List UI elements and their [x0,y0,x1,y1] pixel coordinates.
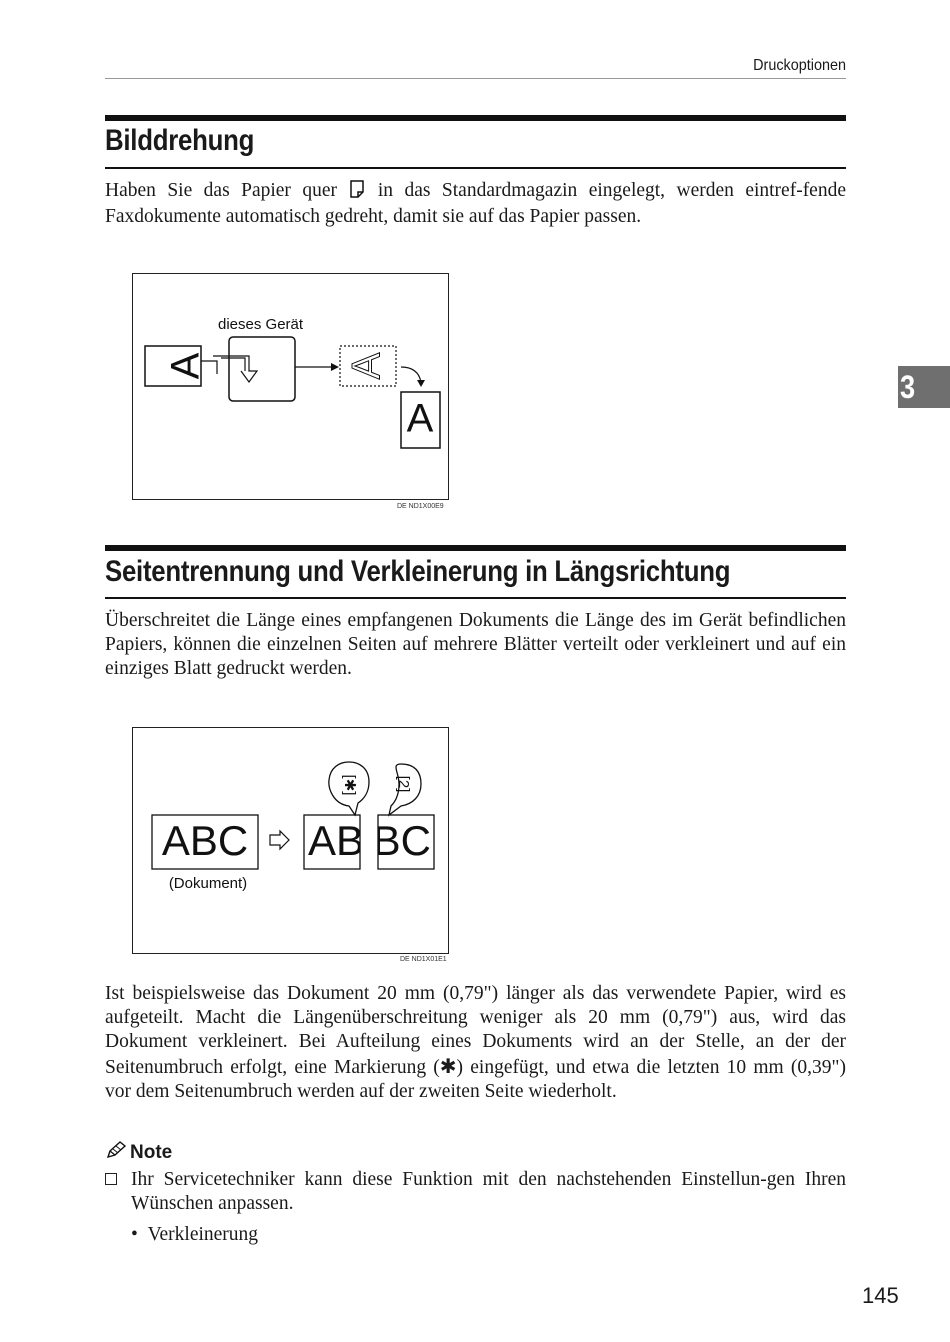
figure1-code: DE ND1X00E9 [397,503,444,510]
checkbox-icon [105,1173,117,1185]
note-item-text: Ihr Servicetechniker kann diese Funktion mit den nachstehenden Einstellun-gen Ihren Wünschen anpassen. [131,1169,846,1214]
mark-1-text: [✱] [341,774,359,796]
outline-arrow-icon [270,831,289,849]
rotation-diagram [133,274,448,499]
section2-body [105,982,846,1104]
section1-text-b: in das Standardmagazin eingelegt, werden eintref-fende Faxdokumente automatisch gedreht, damit sie auf das Papier passen. [105,180,846,227]
section1-paragraph [105,179,846,229]
section2-body-b: ) eingefügt, und etwa die letzten 10 mm (0,39") vor dem Seitenumbruch werden auf der zweiten Seite wiederholt. [105,1057,846,1102]
document-caption: (Dokument) [168,875,248,892]
section2-intro [105,609,846,681]
letter-a-outline: A [344,352,389,380]
split-diagram [133,728,448,953]
page-number: 145 [862,1283,899,1308]
section2-top-rule [105,545,846,551]
curved-arrow-icon [401,367,421,382]
section1-title: Bilddrehung [105,124,255,157]
split-figure [132,727,449,954]
section2-intro-text: Überschreitet die Länge eines empfangenen Dokuments die Länge des im Gerät befindlichen Papiers, können die einzelnen Seiten auf mehrere Blätter verteilt oder verkleinert und auf ein einziges Blatt gedruckt werden. [105,610,846,679]
figure2-code: DE ND1X01E1 [400,956,447,963]
note-heading-text: Note [130,1142,173,1163]
running-header: Druckoptionen [753,57,846,74]
right-arrow-icon [331,363,339,371]
page2-text: BC [372,817,431,865]
bullet-text: Verkleinerung [147,1224,259,1245]
rotation-figure [132,273,449,500]
header-rule [105,78,846,79]
bullet-item [131,1224,258,1246]
letter-a-rotated: A [163,352,208,380]
section1-text-a: Haben Sie das Papier quer [105,180,338,201]
section1-top-rule [105,115,846,121]
machine-label: dieses Gerät [218,316,304,333]
chapter-number: 3 [900,369,916,405]
landscape-paper-icon [350,180,364,205]
asterisk-mark-icon: ✱ [439,1054,457,1078]
bullet-icon: • [131,1224,148,1245]
letter-a-output: A [406,396,434,441]
note-item [105,1168,846,1216]
section2-body-a: Ist beispielsweise das Dokument 20 mm (0,79") länger als das verwendete Papier, wird es aufgeteilt. Macht die Längenüberschreitung weniger als 20 mm (0,79") aus, wird das Dokument verkleinert. Bei Aufteilung eines Dokuments wird an der Stelle, an der der Seitenumbruch erfolgt, eine Markierung ( [105,983,846,1078]
machine-box [229,337,295,401]
mark-2-text: [2] [395,775,413,793]
page1-text: AB [308,817,365,865]
section1-title-rule [105,167,846,169]
document-text: ABC [161,817,249,865]
chapter-tab [898,366,950,408]
section2-title: Seitentrennung und Verkleinerung in Längsrichtung [105,555,731,588]
section2-title-rule [105,597,846,599]
pencil-icon [105,1140,127,1166]
note-heading [105,1140,172,1166]
